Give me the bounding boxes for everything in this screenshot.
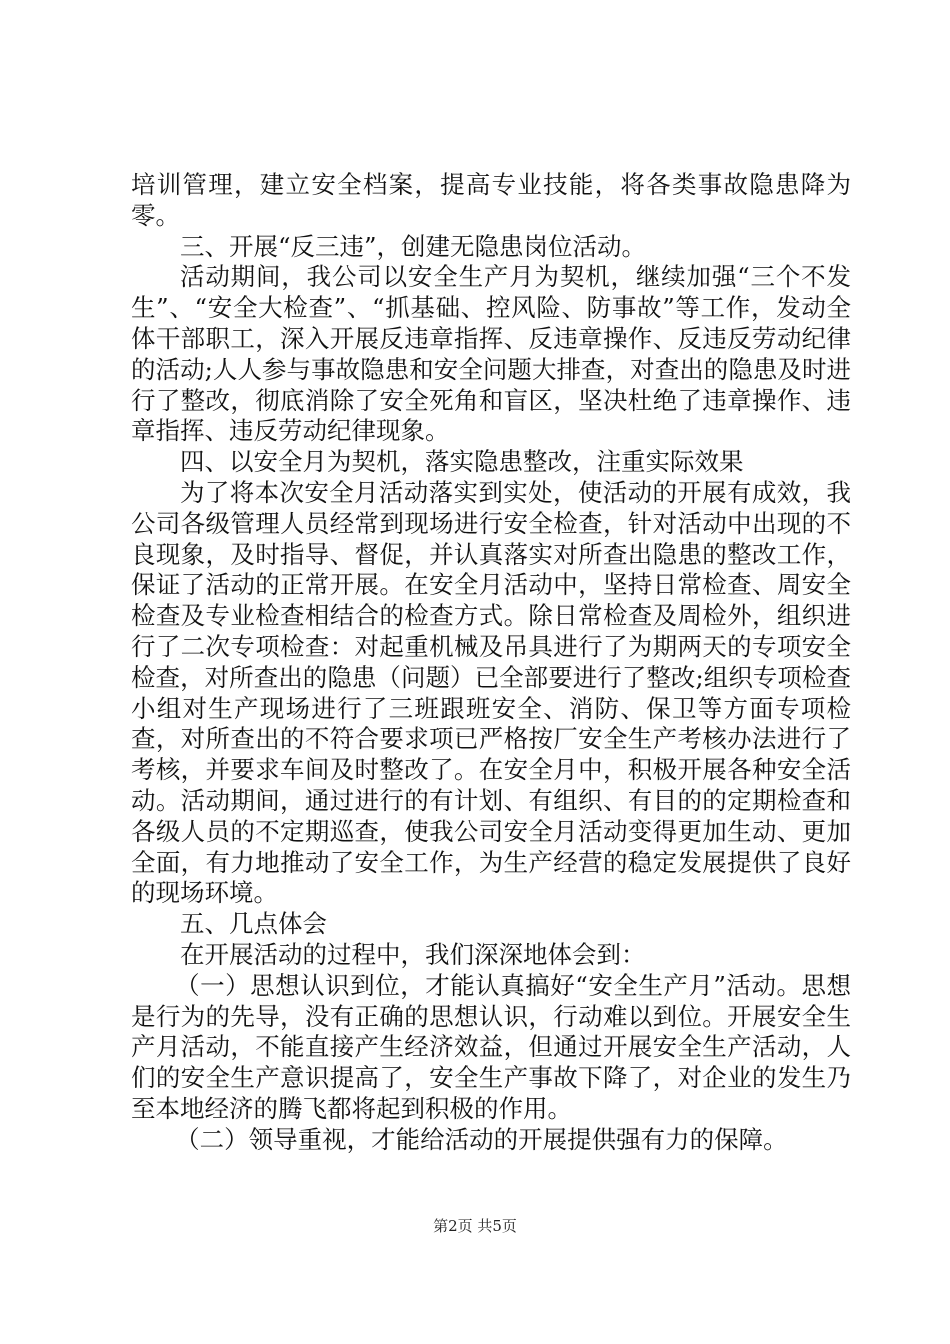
page-footer [0, 1216, 950, 1236]
page-number-indicator: 第2页 共5页 [433, 1217, 517, 1235]
section-heading-4: 四、以安全月为契机，落实隐患整改，注重实际效果 [180, 447, 744, 477]
paragraph-point-2: （二）领导重视，才能给活动的开展提供强有力的保障。 [175, 1124, 788, 1154]
document-body [131, 170, 851, 1156]
section-heading-5: 五、几点体会 [180, 909, 327, 939]
paragraph-section-3: 活动期间，我公司以安全生产月为契机，继续加强“三个不发生”、“安全大检查”、“抓基础、控风险、防事故”等工作，发动全体干部职工，深入开展反违章指挥、反违章操作、反违反劳动纪律的活动;人人参与事故隐患和安全问题大排查，对查出的隐患及时进行了整改，彻底消除了安全死角和盲区，坚决杜绝了违章操作、违章指挥、违反劳动纪律现象。 [131, 262, 851, 446]
paragraph-continuation: 培训管理，建立安全档案，提高专业技能，将各类事故隐患降为零。 [131, 170, 851, 230]
section-heading-3: 三、开展“反三违”，创建无隐患岗位活动。 [180, 231, 647, 261]
paragraph-point-1: （一）思想认识到位，才能认真搞好“安全生产月”活动。思想是行为的先导，没有正确的思想认识，行动难以到位。开展安全生产月活动，不能直接产生经济效益，但通过开展安全生产活动，人们的安全生产意识提高了，安全生产事故下降了，对企业的发生乃至本地经济的腾飞都将起到积极的作用。 [131, 970, 851, 1123]
paragraph-intro-5: 在开展活动的过程中，我们深深地体会到： [180, 939, 646, 969]
paragraph-section-4: 为了将本次安全月活动落实到实处，使活动的开展有成效，我公司各级管理人员经常到现场进行安全检查，针对活动中出现的不良现象，及时指导、督促，并认真落实对所查出隐患的整改工作，保证了活动的正常开展。在安全月活动中，坚持日常检查、周安全检查及专业检查相结合的检查方式。除日常检查及周检外，组织进行了二次专项检查：对起重机械及吊具进行了为期两天的专项安全检查，对所查出的隐患（问题）已全部要进行了整改;组织专项检查小组对生产现场进行了三班跟班安全、消防、保卫等方面专项检查，对所查出的不符合要求项已严格按厂安全生产考核办法进行了考核，并要求车间及时整改了。在安全月中，积极开展各种安全活动。活动期间，通过进行的有计划、有组织、有目的的定期检查和各级人员的不定期巡查，使我公司安全月活动变得更加生动、更加全面，有力地推动了安全工作，为生产经营的稳定发展提供了良好的现场环境。 [131, 477, 851, 908]
